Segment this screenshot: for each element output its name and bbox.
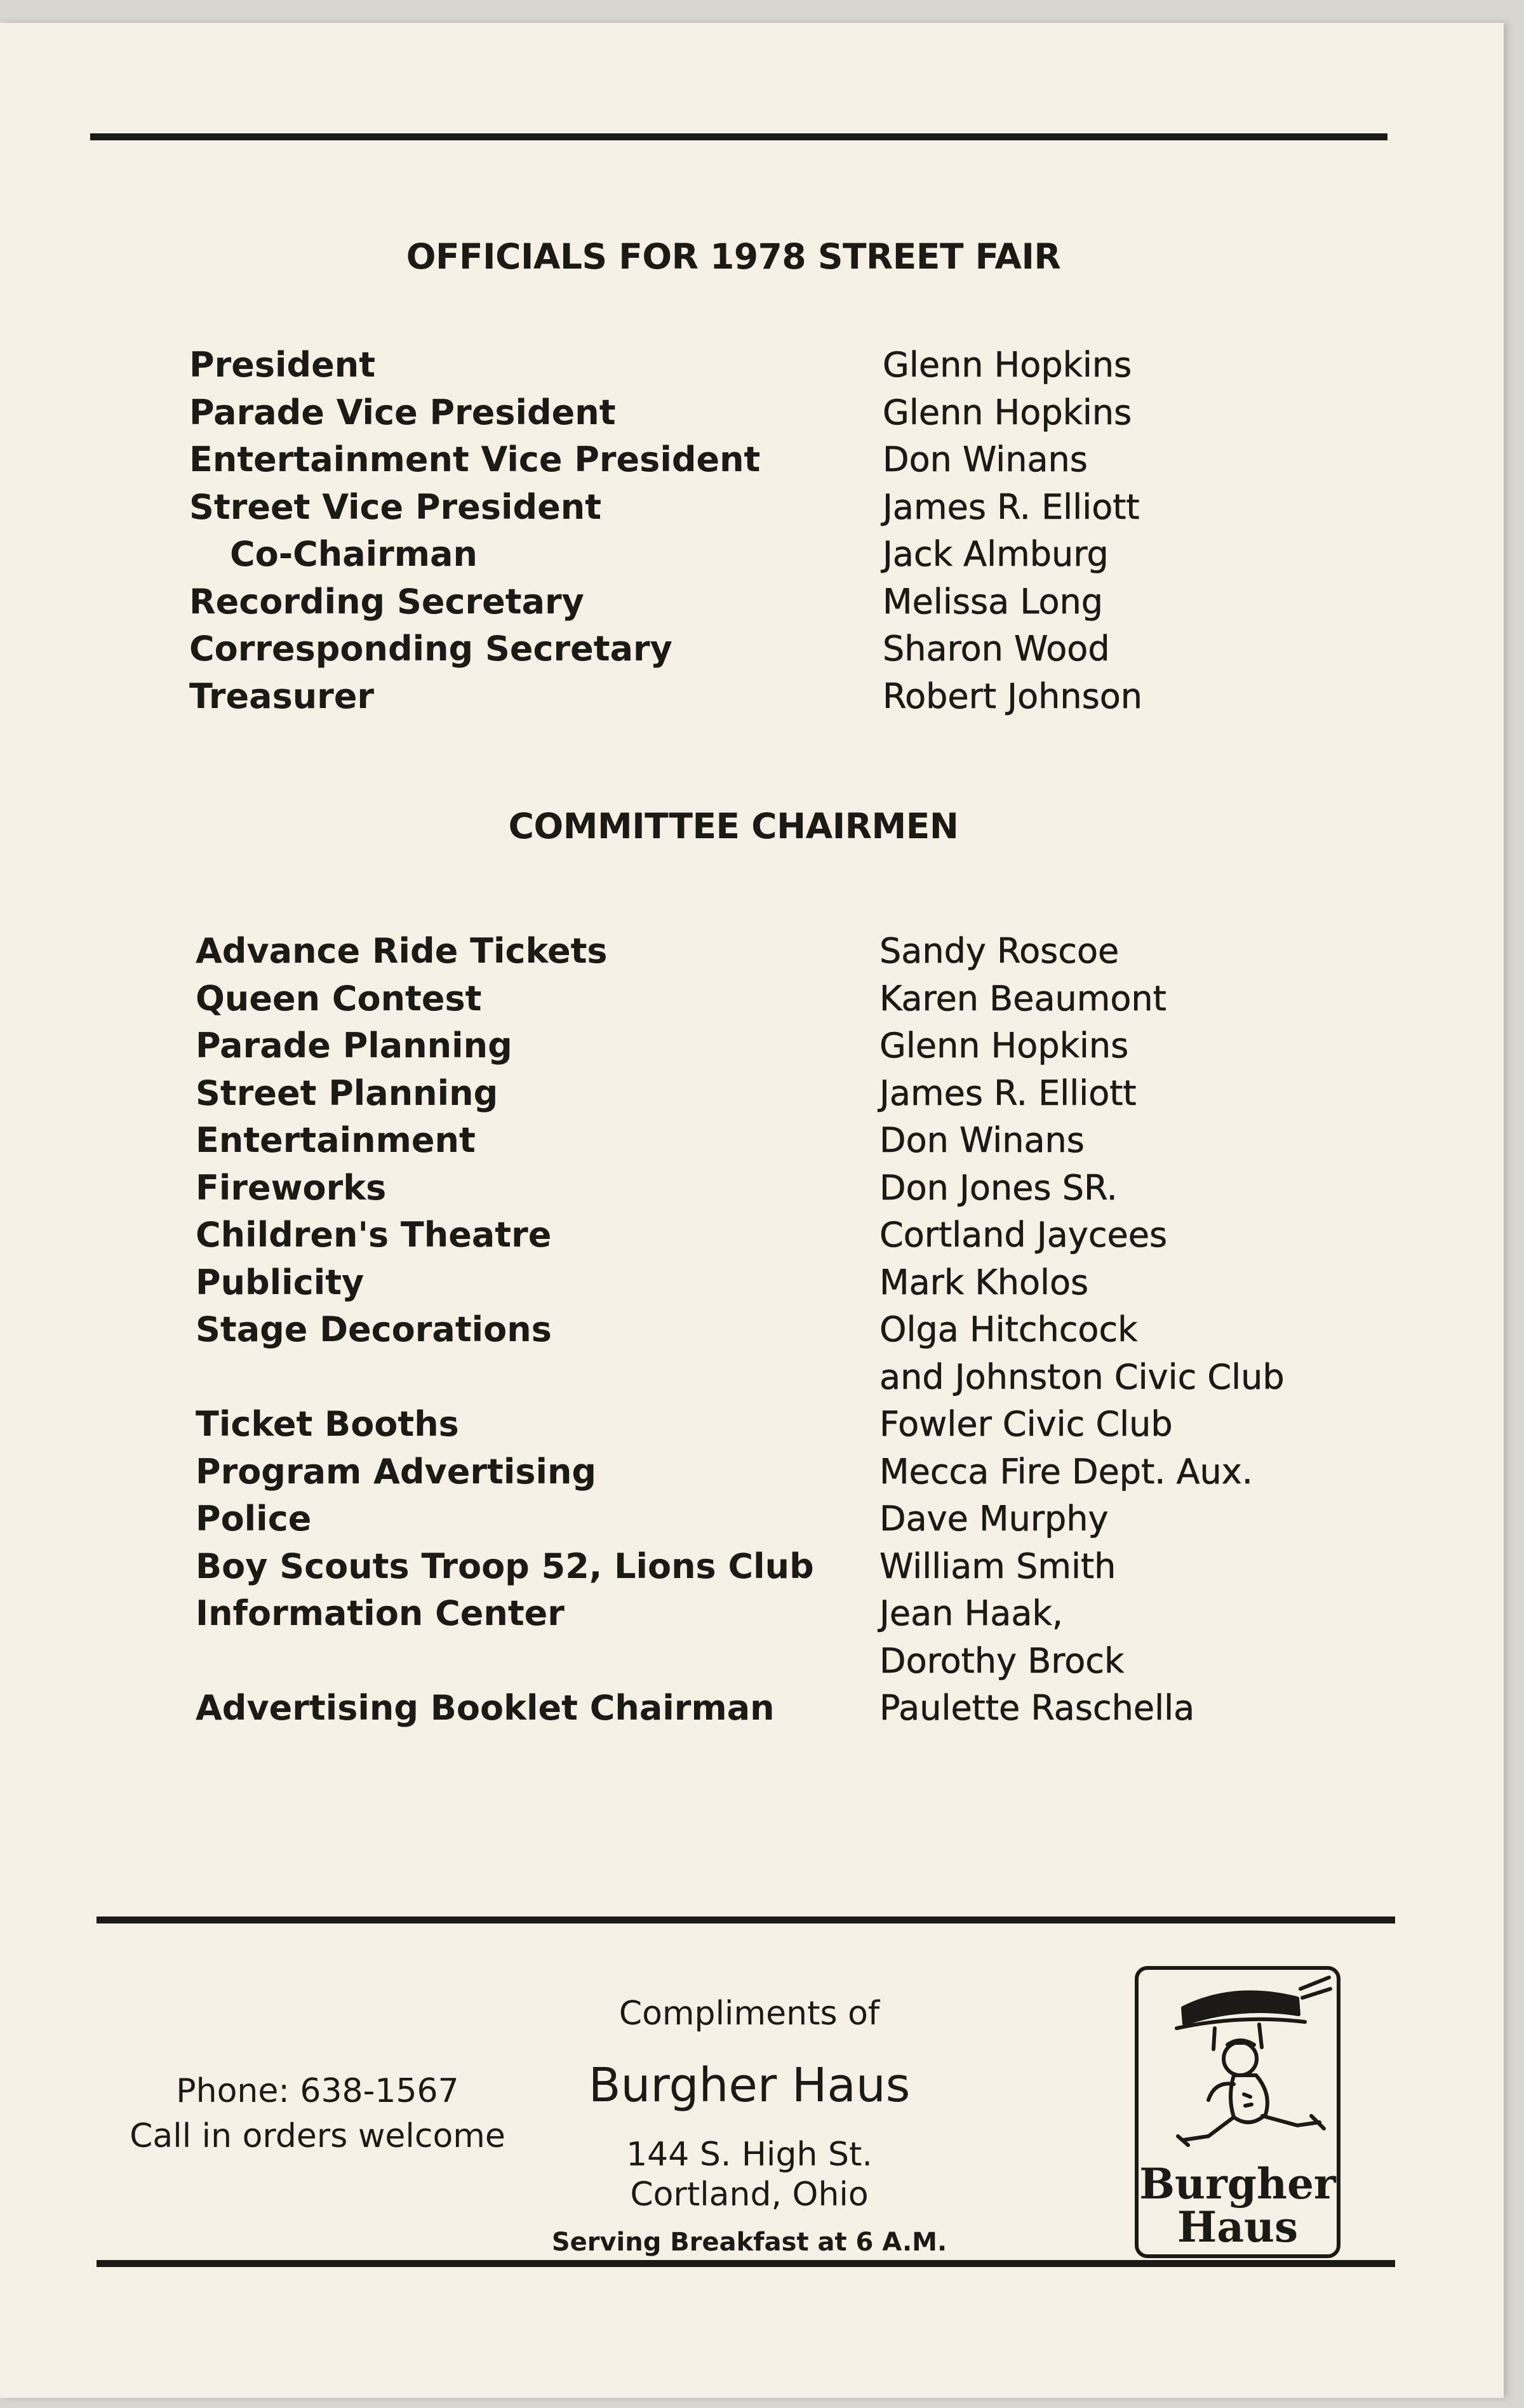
committee-role xyxy=(196,1354,814,1401)
committee-roles-column xyxy=(196,928,814,1732)
official-role: Parade Vice President xyxy=(189,392,616,432)
committee-role: Children's Theatre xyxy=(196,1215,552,1255)
committee-role: Advance Ride Tickets xyxy=(196,931,608,971)
committee-role: Information Center xyxy=(196,1593,565,1633)
committee-role: Advertising Booklet Chairman xyxy=(196,1688,775,1728)
committee-name: James R. Elliott xyxy=(879,1073,1137,1113)
official-name: Glenn Hopkins xyxy=(883,345,1132,385)
address-city: Cortland, Ohio xyxy=(630,2176,869,2214)
compliments-text: Compliments of xyxy=(618,1995,880,2033)
official-role: Street Vice President xyxy=(189,486,602,527)
logo-text-line2: Haus xyxy=(1177,2202,1299,2252)
committee-heading: COMMITTEE CHAIRMEN xyxy=(508,806,959,846)
committee-name: Mecca Fire Dept. Aux. xyxy=(879,1451,1253,1492)
officials-heading: OFFICIALS FOR 1978 STREET FAIR xyxy=(406,236,1061,277)
committee-name: William Smith xyxy=(879,1546,1116,1586)
committee-role: Program Advertising xyxy=(196,1451,597,1492)
official-role: Recording Secretary xyxy=(189,581,584,622)
committee-name: Cortland Jaycees xyxy=(879,1215,1168,1255)
committee-role: Parade Planning xyxy=(196,1026,512,1066)
logo-text-line1: Burgher xyxy=(1139,2159,1336,2209)
address-street: 144 S. High St. xyxy=(626,2136,872,2174)
official-name: Glenn Hopkins xyxy=(883,392,1132,432)
officials-roles-column xyxy=(189,342,760,720)
phone-text: Phone: 638-1567 xyxy=(176,2072,459,2110)
footer-top-rule xyxy=(97,1916,1395,1923)
program-page xyxy=(0,23,1504,2398)
committee-role: Fireworks xyxy=(196,1167,387,1208)
committee-name: Fowler Civic Club xyxy=(879,1404,1173,1444)
official-role: Corresponding Secretary xyxy=(189,629,672,669)
committee-name: Karen Beaumont xyxy=(879,978,1166,1019)
official-role: President xyxy=(189,345,376,385)
committee-role: Stage Decorations xyxy=(196,1309,552,1349)
business-name: Burgher Haus xyxy=(588,2058,911,2113)
official-role: Co-Chairman xyxy=(230,534,478,574)
committee-role: Boy Scouts Troop 52, Lions Club xyxy=(196,1546,814,1586)
committee-name: Paulette Raschella xyxy=(879,1688,1195,1728)
committee-name: Jean Haak, xyxy=(879,1593,1063,1633)
committee-name: Don Winans xyxy=(879,1120,1085,1160)
chef-carrying-burger-icon xyxy=(1139,1970,1337,2160)
call-text: Call in orders welcome xyxy=(130,2117,505,2155)
official-role: Treasurer xyxy=(189,676,375,716)
committee-names-column xyxy=(879,928,1285,1732)
committee-role: Police xyxy=(196,1499,312,1539)
official-name: Melissa Long xyxy=(883,581,1104,622)
committee-role: Publicity xyxy=(196,1262,364,1302)
serving-text: Serving Breakfast at 6 A.M. xyxy=(551,2228,947,2257)
committee-role xyxy=(196,1638,814,1685)
committee-role: Ticket Booths xyxy=(196,1404,459,1444)
burgher-haus-logo xyxy=(1135,1966,1340,2258)
committee-name: Don Jones SR. xyxy=(879,1167,1118,1208)
official-name: Robert Johnson xyxy=(883,676,1142,716)
footer-bottom-rule xyxy=(97,2260,1395,2267)
official-name: Sharon Wood xyxy=(883,629,1110,669)
committee-role: Queen Contest xyxy=(196,978,482,1019)
committee-name: Dorothy Brock xyxy=(879,1640,1125,1681)
committee-name: Mark Kholos xyxy=(879,1262,1089,1302)
committee-role: Entertainment xyxy=(196,1120,476,1160)
committee-name: Olga Hitchcock xyxy=(879,1309,1138,1349)
official-name: Jack Almburg xyxy=(883,534,1109,574)
officials-names-column xyxy=(883,342,1142,720)
official-name: James R. Elliott xyxy=(883,486,1140,527)
committee-name: and Johnston Civic Club xyxy=(879,1356,1285,1397)
official-name: Don Winans xyxy=(883,439,1088,479)
committee-role: Street Planning xyxy=(196,1073,498,1113)
committee-name: Glenn Hopkins xyxy=(879,1026,1129,1066)
top-rule xyxy=(90,133,1387,140)
official-role: Entertainment Vice President xyxy=(189,439,761,479)
committee-name: Dave Murphy xyxy=(879,1499,1109,1539)
committee-name: Sandy Roscoe xyxy=(879,931,1120,971)
